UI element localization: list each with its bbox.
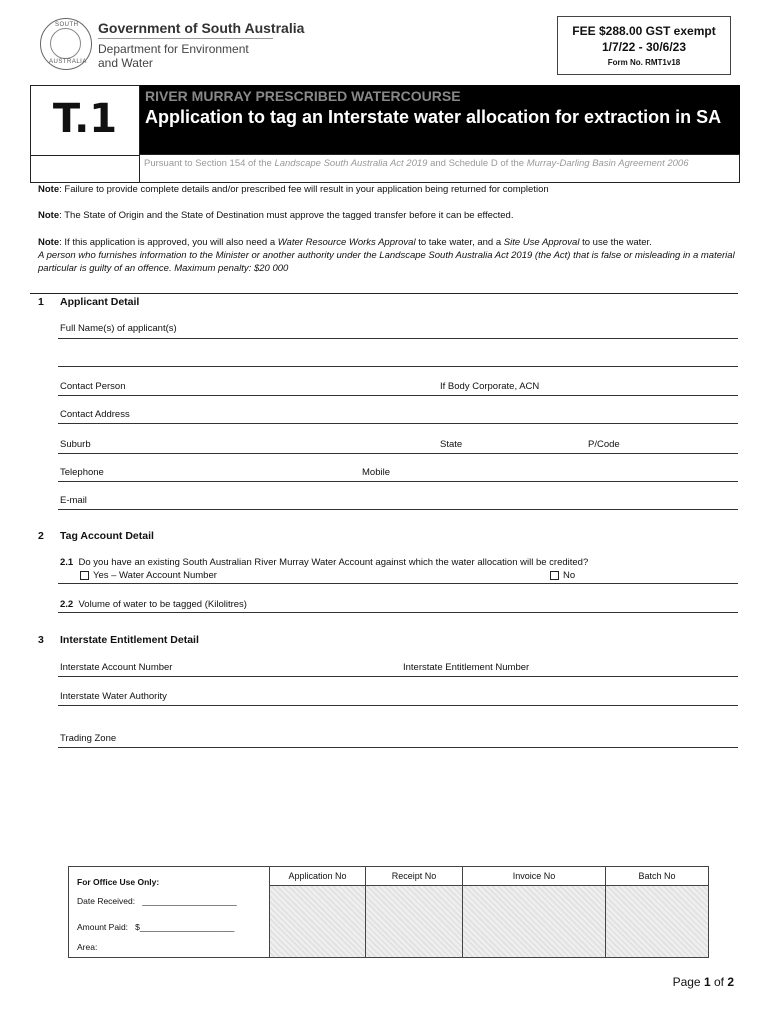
note-3-site-approval: Site Use Approval (503, 237, 580, 248)
batch-no-header: Batch No (606, 867, 708, 886)
email-label: E-mail (60, 495, 87, 506)
form-code: T.1 (52, 96, 118, 142)
invoice-no-column (462, 867, 605, 957)
pursuant-text-c: and Schedule D of the (427, 158, 527, 169)
suburb-field[interactable] (58, 453, 738, 454)
pursuant-agreement: Murray-Darling Basin Agreement 2006 (526, 158, 689, 169)
note-label: Note (38, 184, 60, 195)
form-code-box (30, 85, 140, 183)
no-option[interactable] (550, 570, 575, 581)
office-use-table (68, 866, 709, 958)
batch-no-column (605, 867, 708, 957)
seal-text-top: SOUTH (55, 22, 79, 28)
note-3-text-e: to use the water. (579, 237, 652, 248)
question-2-2-number: 2.2 (60, 599, 74, 610)
contact-address-label: Contact Address (60, 409, 130, 420)
note-label: Note (38, 237, 60, 248)
pursuant-act: Landscape South Australia Act 2019 (274, 158, 428, 169)
section-2-number: 2 (38, 530, 44, 542)
of-word: of (710, 975, 728, 989)
note-1 (38, 183, 738, 196)
no-checkbox[interactable] (550, 571, 559, 580)
seal-emblem (50, 28, 81, 59)
full-name-label: Full Name(s) of applicant(s) (60, 323, 177, 334)
note-1-text: : Failure to provide complete details and/or prescribed fee will result in your application being returned for completion (59, 184, 549, 195)
title-subheading: RIVER MURRAY PRESCRIBED WATERCOURSE (145, 88, 461, 104)
office-use-title: For Office Use Only: (77, 877, 160, 887)
postcode-label: P/Code (588, 439, 620, 450)
question-2-1-number: 2.1 (60, 557, 74, 568)
current-page: 1 (703, 975, 711, 989)
interstate-account-label: Interstate Account Number (60, 662, 173, 673)
seal-text-bottom: AUSTRALIA (49, 59, 87, 65)
note-2-text: : The State of Origin and the State of Destination must approve the tagged transfer before it can be effected. (59, 210, 514, 221)
note-3-works-approval: Water Resource Works Approval (277, 237, 416, 248)
contact-person-label: Contact Person (60, 381, 126, 392)
section-2-title: Tag Account Detail (60, 530, 154, 542)
acn-label: If Body Corporate, ACN (440, 381, 540, 392)
page-number (673, 975, 734, 989)
water-account-field[interactable] (58, 583, 738, 584)
trading-zone-label: Trading Zone (60, 733, 117, 744)
amount-paid (77, 922, 234, 932)
form-code-divider (31, 155, 139, 156)
fee-amount: FEE $288.00 GST exempt (572, 24, 716, 38)
section-1-title: Applicant Detail (60, 296, 140, 308)
government-title: Government of South Australia (98, 20, 305, 36)
receipt-no-column (365, 867, 462, 957)
telephone-field[interactable] (58, 481, 738, 482)
total-pages: 2 (727, 975, 734, 989)
fee-period: 1/7/22 - 30/6/23 (601, 40, 687, 54)
note-label: Note (38, 210, 60, 221)
date-received-blank: ____________________ (142, 896, 237, 906)
amount-paid-label: Amount Paid: (77, 922, 129, 932)
question-2-2-text: Volume of water to be tagged (Kilolitres) (78, 599, 247, 610)
no-label: No (563, 570, 576, 581)
form-number: Form No. RMT1v18 (607, 58, 681, 67)
department-line-2: and Water (98, 56, 153, 70)
interstate-account-field[interactable] (58, 676, 738, 677)
state-label: State (440, 439, 463, 450)
date-received (77, 896, 237, 906)
contact-person-field[interactable] (58, 395, 738, 396)
interstate-authority-field[interactable] (58, 705, 738, 706)
area-label: Area: (77, 942, 98, 952)
department-line-1: Department for Environment (98, 42, 249, 56)
application-no-header: Application No (270, 867, 365, 886)
pursuant-text-a: Pursuant to Section 154 of the (144, 158, 275, 169)
mobile-label: Mobile (362, 467, 390, 478)
interstate-entitlement-label: Interstate Entitlement Number (403, 662, 530, 673)
question-2-1-text: Do you have an existing South Australian River Murray Water Account against which the water allocation will be credited? (78, 557, 589, 568)
suburb-label: Suburb (60, 439, 91, 450)
contact-address-field[interactable] (58, 423, 738, 424)
full-name-field-line-2[interactable] (58, 366, 738, 367)
section-1-number: 1 (38, 296, 44, 308)
note-2 (38, 209, 738, 222)
header-divider (98, 38, 273, 39)
email-field[interactable] (58, 509, 738, 510)
receipt-no-header: Receipt No (366, 867, 462, 886)
government-seal (40, 18, 92, 70)
form-title: Application to tag an Interstate water allocation for extraction in SA (145, 107, 722, 127)
page-word: Page (672, 975, 704, 989)
note-3 (38, 236, 738, 275)
telephone-label: Telephone (60, 467, 104, 478)
department-name (98, 42, 249, 70)
section-1-rule (30, 293, 738, 294)
application-no-column (269, 867, 365, 957)
pursuant-text (144, 157, 736, 170)
volume-field[interactable] (58, 612, 738, 613)
pursuant-box (140, 154, 740, 183)
yes-option[interactable] (80, 570, 217, 581)
fee-box (557, 16, 731, 75)
title-band (140, 85, 740, 154)
invoice-no-header: Invoice No (463, 867, 605, 886)
note-3-penalty: A person who furnishes information to the Minister or another authority under the Landscape South Australia Act 2019 (the Act) that is false or misleading in a material particular is guilty of an offence. Maximum penalty: $20 000 (38, 250, 735, 274)
note-3-text-c: to take water, and a (415, 237, 504, 248)
yes-checkbox[interactable] (80, 571, 89, 580)
question-2-1 (60, 557, 588, 568)
date-received-label: Date Received: (77, 896, 136, 906)
interstate-authority-label: Interstate Water Authority (60, 691, 167, 702)
amount-paid-blank: $____________________ (135, 922, 235, 932)
trading-zone-field[interactable] (58, 747, 738, 748)
section-3-title: Interstate Entitlement Detail (60, 634, 199, 646)
question-2-2 (60, 599, 247, 610)
note-3-text-a: : If this application is approved, you will also need a (59, 237, 278, 248)
yes-label: Yes – Water Account Number (93, 570, 217, 581)
section-3-number: 3 (38, 634, 44, 646)
full-name-field-line-1[interactable] (58, 338, 738, 339)
